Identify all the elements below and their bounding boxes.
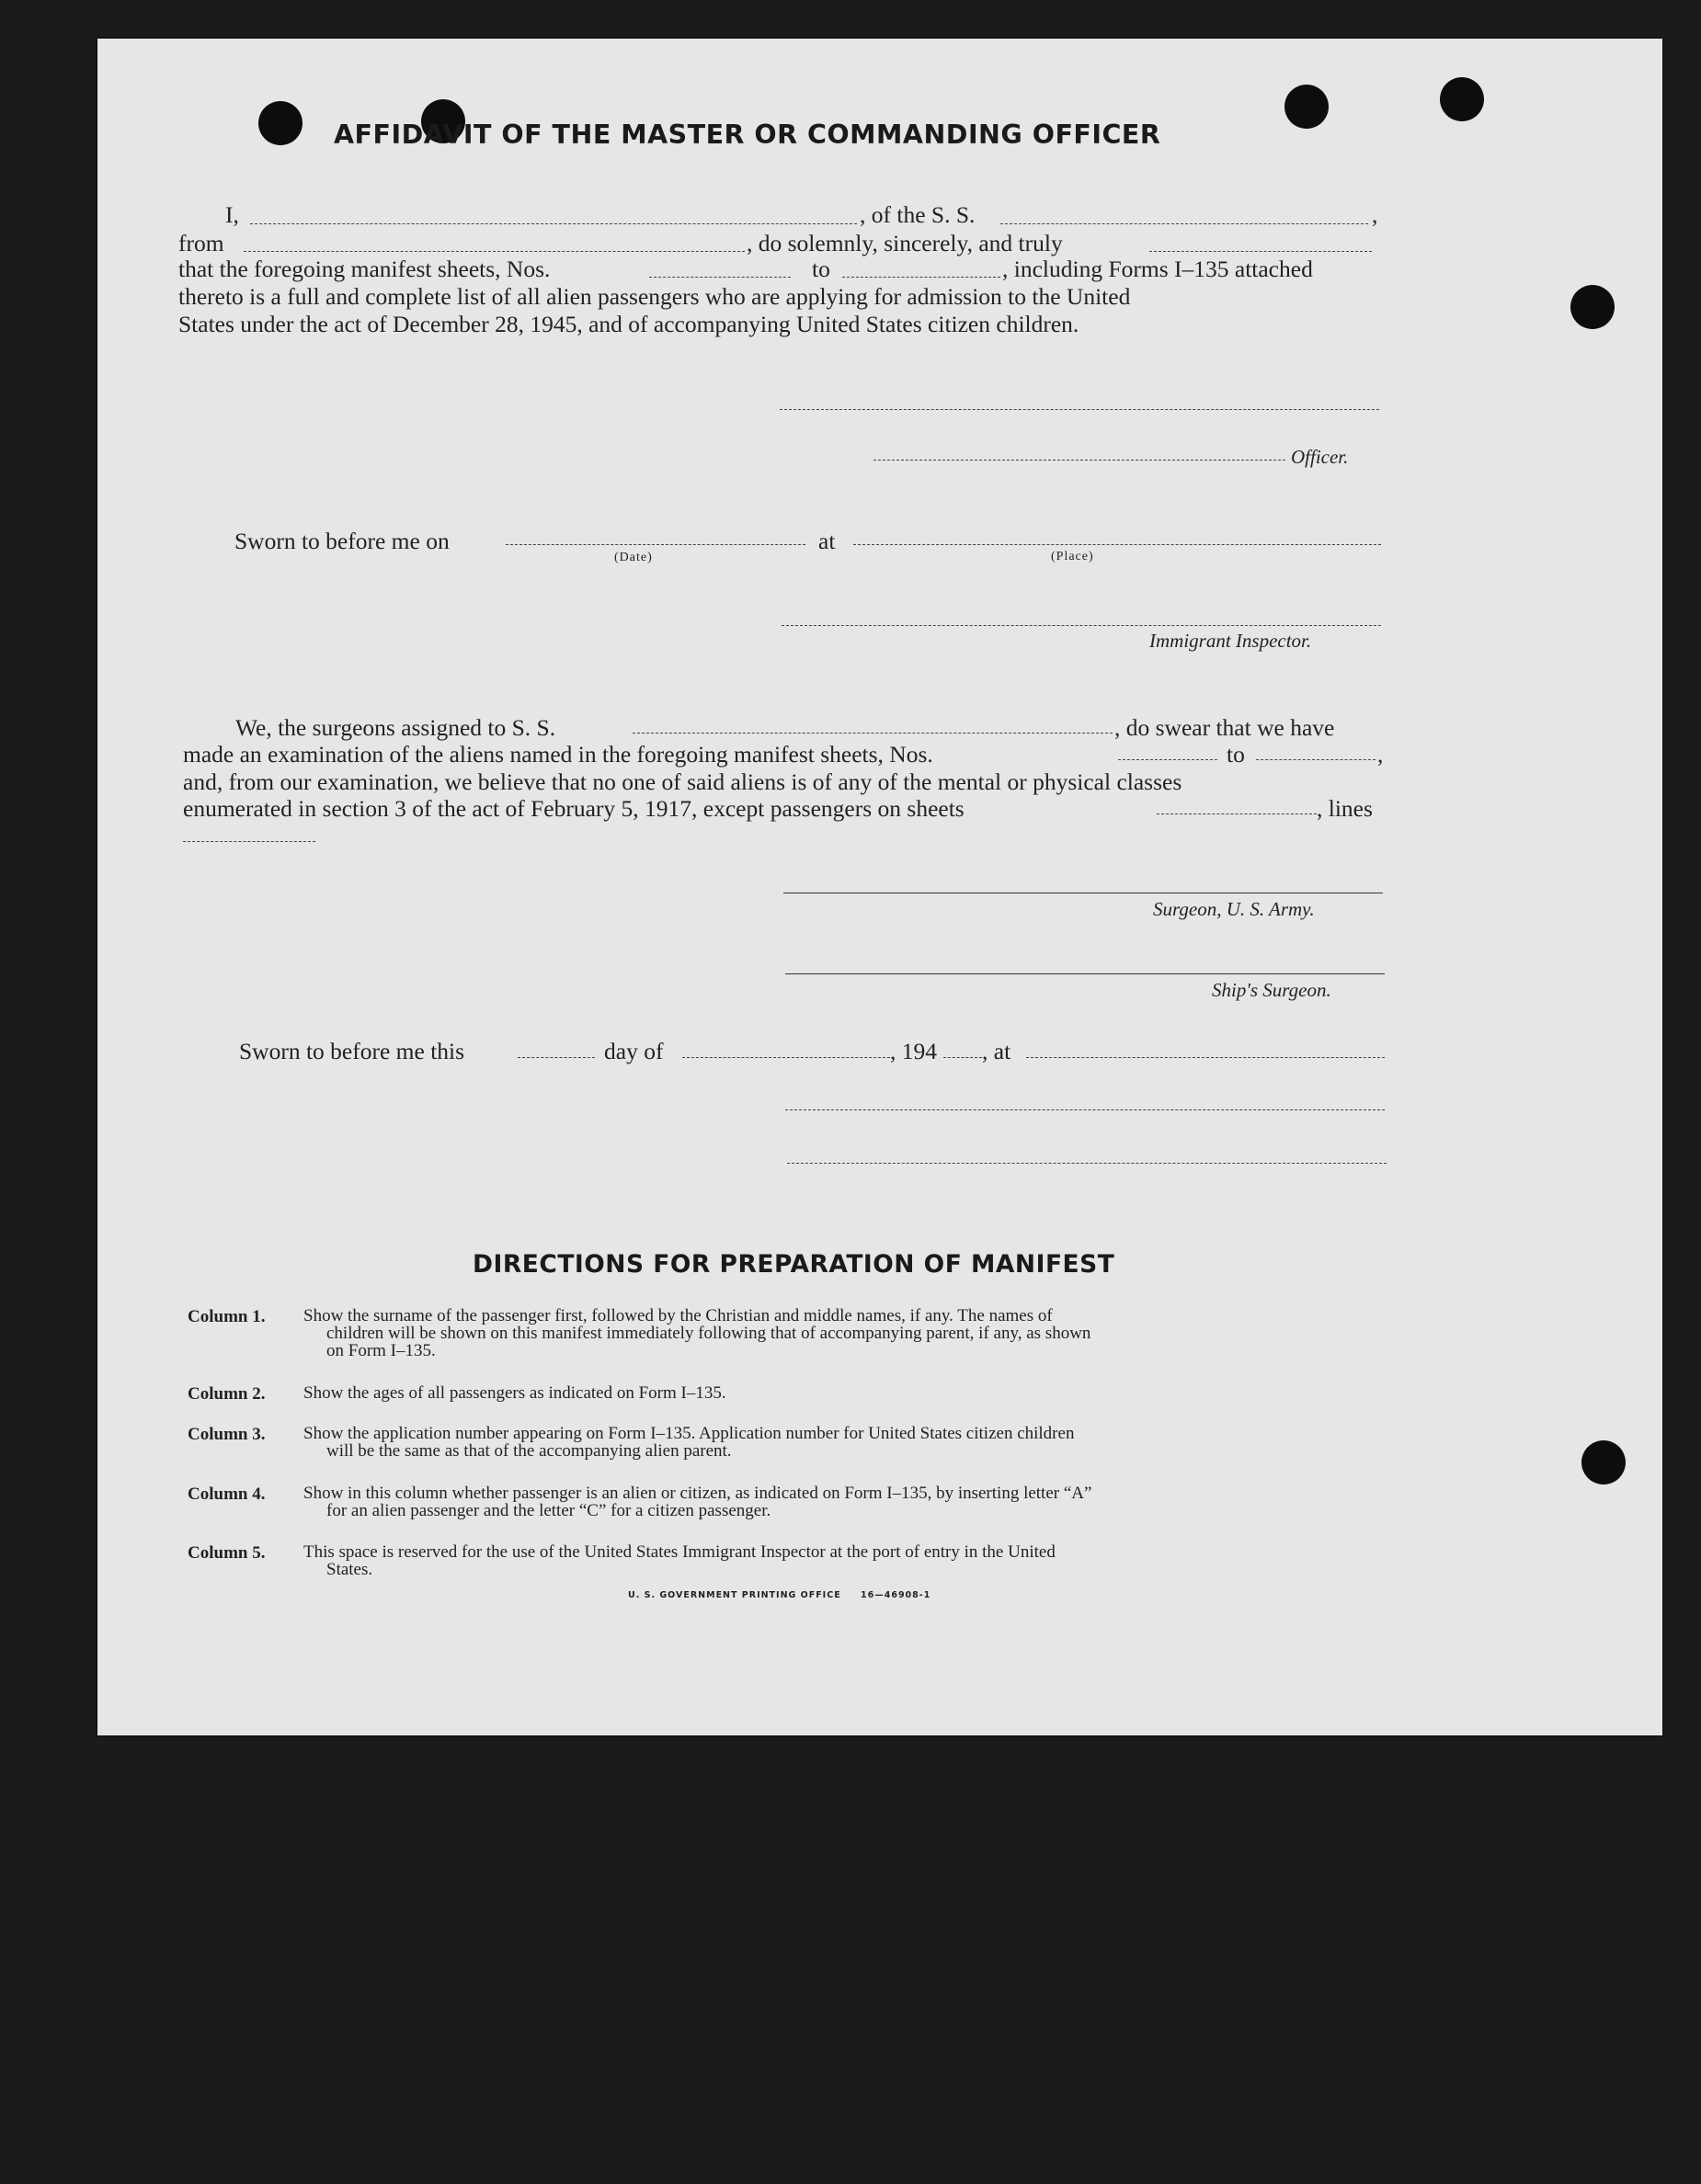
army-surgeon-label: Surgeon, U. S. Army.	[1153, 898, 1315, 920]
punch-hole	[1570, 285, 1615, 329]
sworn2-signature-field-1[interactable]	[785, 1109, 1385, 1110]
except-lines-field[interactable]	[183, 841, 315, 842]
punch-hole	[1581, 1440, 1626, 1484]
surgeons-line1: We, the surgeons assigned to S. S.	[235, 714, 556, 741]
column3-label: Column 3.	[188, 1425, 266, 1444]
surgeons-line4: enumerated in section 3 of the act of February 5, 1917, except passengers on sheets	[183, 795, 965, 822]
column2-text-line1: Show the ages of all passengers as indicated on Form I–135.	[303, 1383, 726, 1403]
sworn2-at: , at	[982, 1038, 1011, 1064]
column3-text-line1: Show the application number appearing on Form I–135. Application number for United States citizen children	[303, 1424, 1075, 1443]
sworn2-place-field[interactable]	[1026, 1057, 1385, 1058]
column3-text	[303, 1425, 1398, 1460]
column4-label: Column 4.	[188, 1484, 266, 1504]
sworn1-date-caption: (Date)	[614, 551, 653, 564]
surgeons-ship-field[interactable]	[633, 733, 1113, 734]
form-code-footer: 16—46908-1	[861, 1590, 931, 1600]
column2-text	[303, 1384, 1398, 1402]
surgeons-to: to	[1227, 741, 1245, 768]
column4-text	[303, 1484, 1398, 1519]
affidavit-of-ss: , of the S. S.	[860, 201, 976, 228]
column2-label: Column 2.	[188, 1384, 266, 1404]
sworn1-place-field[interactable]	[853, 544, 1381, 545]
column1-text-line1: Show the surname of the passenger first, followed by the Christian and middle names, if any. The names of	[303, 1306, 1053, 1325]
ship-name-field[interactable]	[1000, 223, 1368, 224]
sheets-from-field[interactable]	[649, 277, 791, 278]
ship-surgeon-label: Ship's Surgeon.	[1212, 979, 1331, 1001]
surgeons-line1-rest: , do swear that we have	[1114, 714, 1335, 741]
affidavit-sheets-text: that the foregoing manifest sheets, Nos.	[178, 256, 551, 282]
affidavit-including: , including Forms I–135 attached	[1002, 256, 1313, 282]
column1-text-line2: children will be shown on this manifest immediately following that of accompanying parent, if any, as shown	[326, 1324, 1091, 1343]
truly-field[interactable]	[1149, 251, 1372, 252]
sworn2-day-field[interactable]	[518, 1057, 595, 1058]
surgeons-lines: , lines	[1317, 795, 1373, 822]
directions-title: DIRECTIONS FOR PREPARATION OF MANIFEST	[473, 1250, 1115, 1279]
affidavit-from: from	[178, 230, 224, 256]
column1-label: Column 1.	[188, 1307, 266, 1326]
column5-label: Column 5.	[188, 1543, 266, 1563]
surgeons-line3: and, from our examination, we believe that no one of said aliens is of any of the mental or physical classes	[183, 768, 1182, 795]
affidavit-line4: thereto is a full and complete list of all alien passengers who are applying for admission to the United	[178, 283, 1131, 310]
sworn2-month-field[interactable]	[682, 1057, 890, 1058]
surgeons-line2: made an examination of the aliens named in the foregoing manifest sheets, Nos.	[183, 741, 933, 768]
punch-hole	[1284, 85, 1329, 129]
officer-signature-field[interactable]	[873, 460, 1285, 461]
sworn2-year: , 194	[890, 1038, 937, 1064]
sworn1-at: at	[818, 528, 836, 554]
sworn1-text: Sworn to before me on	[234, 528, 450, 554]
except-sheets-field[interactable]	[1157, 813, 1317, 814]
sworn1-place-caption: (Place)	[1051, 550, 1094, 563]
from-port-field[interactable]	[244, 251, 745, 252]
sworn2-text: Sworn to before me this	[239, 1038, 465, 1064]
surgeons-sheets-to-field[interactable]	[1256, 759, 1376, 760]
sworn2-signature-field-2[interactable]	[787, 1163, 1387, 1164]
column5-text-line1: This space is reserved for the use of the United States Immigrant Inspector at the port of entry in the United	[303, 1542, 1056, 1562]
sworn2-day-of: day of	[604, 1038, 664, 1064]
column3-text-line2: will be the same as that of the accompanying alien parent.	[326, 1441, 732, 1461]
inspector-signature-field[interactable]	[782, 625, 1381, 626]
master-name-field[interactable]	[250, 223, 857, 224]
affidavit-solemnly: , do solemnly, sincerely, and truly	[747, 230, 1063, 256]
column1-text-line3: on Form I–135.	[326, 1341, 436, 1360]
column4-text-line2: for an alien passenger and the letter “C” for a citizen passenger.	[326, 1501, 771, 1520]
column5-text-line2: States.	[326, 1560, 373, 1579]
affidavit-to: to	[812, 256, 830, 282]
inspector-label: Immigrant Inspector.	[1149, 630, 1312, 652]
officer-label: Officer.	[1291, 446, 1349, 468]
affidavit-i: I,	[225, 201, 239, 228]
sheets-to-field[interactable]	[842, 277, 1000, 278]
punch-hole	[258, 101, 303, 145]
sworn1-date-field[interactable]	[506, 544, 805, 545]
surgeons-sheets-from-field[interactable]	[1118, 759, 1217, 760]
column4-text-line1: Show in this column whether passenger is an alien or citizen, as indicated on Form I–135, by inserting letter “A”	[303, 1484, 1092, 1503]
sworn2-year-field[interactable]	[943, 1057, 982, 1058]
punch-hole	[1440, 77, 1484, 121]
master-signature-field[interactable]	[780, 409, 1379, 410]
printing-office-footer: U. S. GOVERNMENT PRINTING OFFICE	[628, 1590, 841, 1600]
affidavit-title: AFFIDAVIT OF THE MASTER OR COMMANDING OFFICER	[334, 119, 1161, 150]
affidavit-line5: States under the act of December 28, 1945, and of accompanying United States citizen children.	[178, 311, 1079, 337]
ship-surgeon-signature-field[interactable]	[785, 973, 1385, 974]
surgeons-comma: ,	[1377, 741, 1384, 768]
affidavit-comma: ,	[1372, 201, 1378, 228]
column5-text	[303, 1543, 1398, 1578]
column1-text	[303, 1307, 1398, 1359]
